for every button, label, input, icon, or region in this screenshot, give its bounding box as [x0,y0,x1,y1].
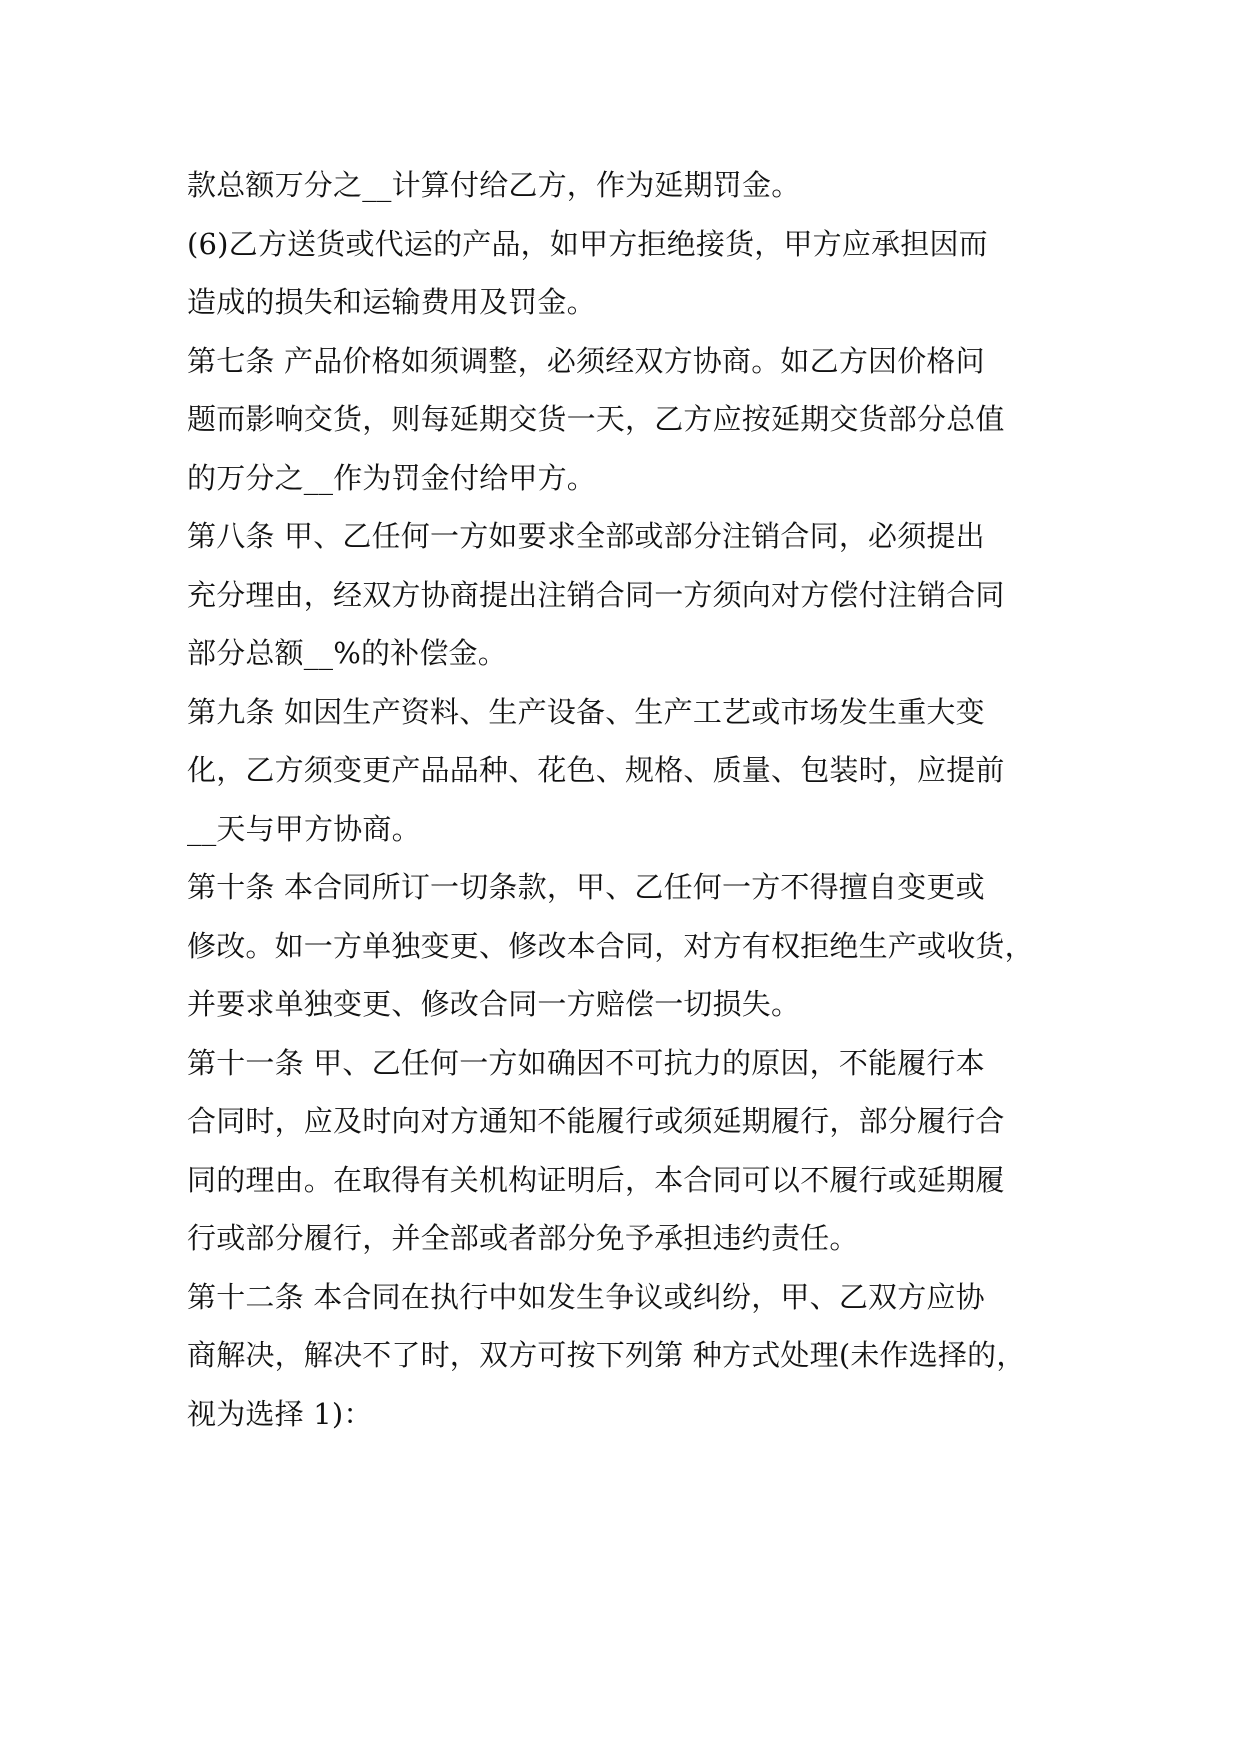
text-line: 修改。如一方单独变更、修改本合同，对方有权拒绝生产或收货， [187,928,1034,963]
text-line: 并要求单独变更、修改合同一方赔偿一切损失。 [187,987,801,1021]
text-line: 视为选择 1)： [187,1396,373,1431]
text-line: 充分理由，经双方协商提出注销合同一方须向对方偿付注销合同 [187,577,1005,612]
text-line: 款总额万分之__计算付给乙方，作为延期罚金。 [187,168,801,202]
text-line: 行或部分履行，并全部或者部分免予承担违约责任。 [187,1221,859,1255]
text-line: 化，乙方须变更产品品种、花色、规格、质量、包装时，应提前 [187,753,1005,787]
text-line: 合同时，应及时向对方通知不能履行或须延期履行，部分履行合 [187,1104,1005,1138]
text-line: 商解决，解决不了时，双方可按下列第 种方式处理(未作选择的， [187,1338,1026,1372]
text-line: (6)乙方送货或代运的产品，如甲方拒绝接货，甲方应承担因而 [187,226,988,261]
text-line: 造成的损失和运输费用及罚金。 [187,285,596,319]
text-line: 同的理由。在取得有关机构证明后，本合同可以不履行或延期履 [187,1162,1005,1197]
text-line: 第十一条 甲、乙任何一方如确因不可抗力的原因，不能履行本 [187,1045,985,1080]
text-line: 的万分之__作为罚金付给甲方。 [187,460,597,495]
text-line: 第七条 产品价格如须调整，必须经双方协商。如乙方因价格问 [187,343,985,378]
text-line: 第十条 本合同所订一切条款，甲、乙任何一方不得擅自变更或 [187,870,985,904]
text-line: 第八条 甲、乙任何一方如要求全部或部分注销合同，必须提出 [187,519,985,553]
contract-body [187,156,1053,1443]
text-line: __天与甲方协商。 [187,811,421,846]
text-line: 题而影响交货，则每延期交货一天，乙方应按延期交货部分总值 [187,402,1005,436]
text-line: 第九条 如因生产资料、生产设备、生产工艺或市场发生重大变 [187,694,985,729]
text-line: 部分总额__%的补偿金。 [187,636,507,670]
text-line: 第十二条 本合同在执行中如发生争议或纠纷，甲、乙双方应协 [187,1279,985,1314]
